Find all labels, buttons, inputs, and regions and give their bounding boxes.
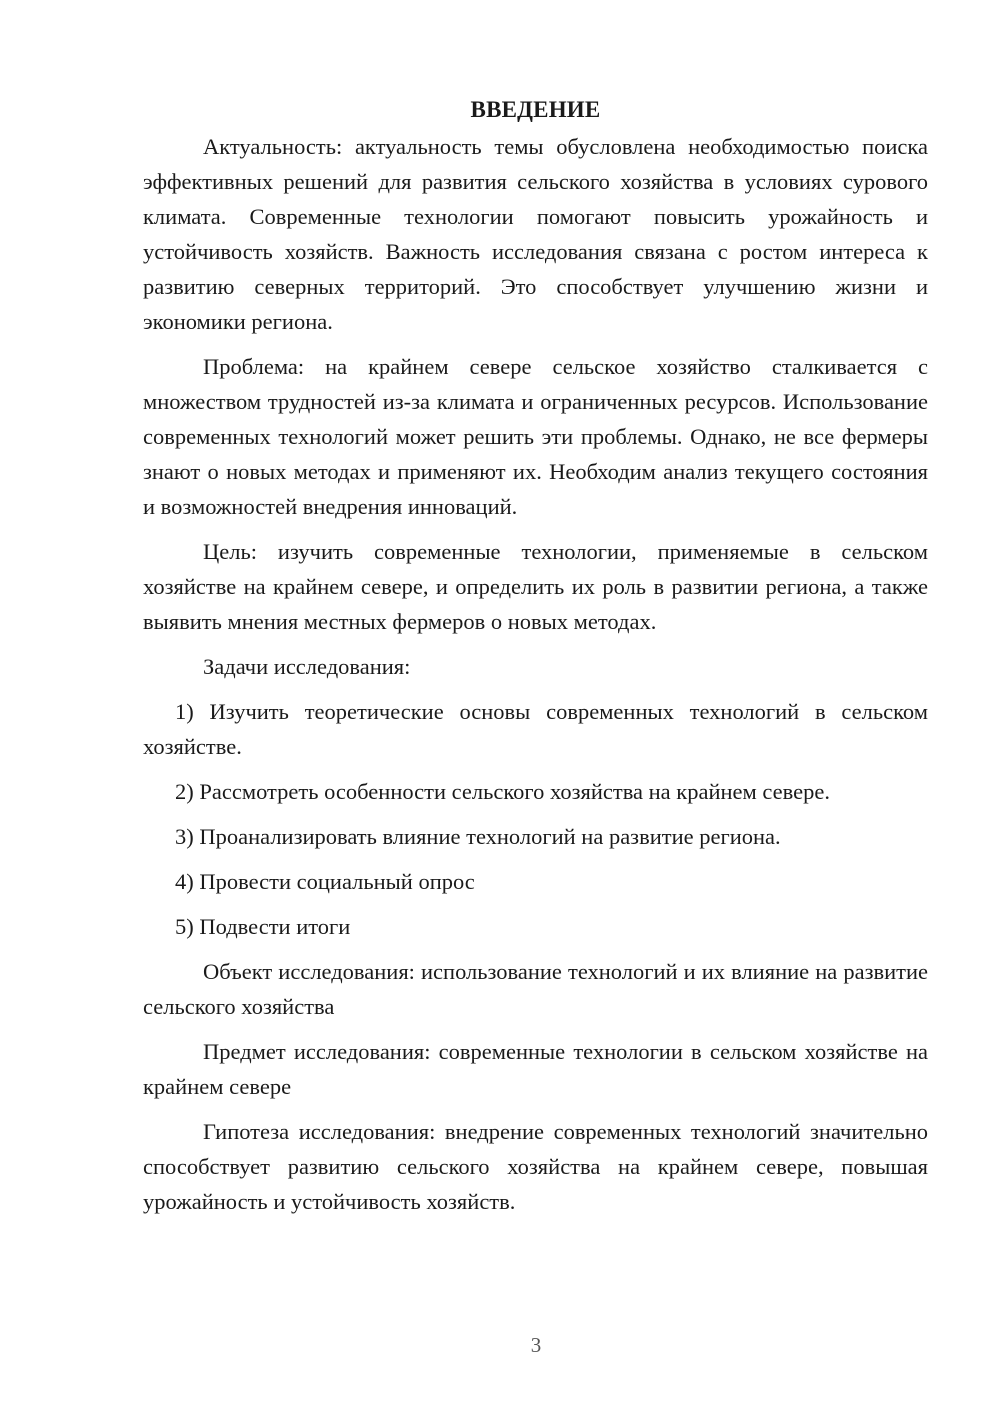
document-page [143, 92, 928, 1229]
section-heading: ВВЕДЕНИЕ [470, 97, 601, 122]
task-item-5: 5) Подвести итоги [175, 914, 351, 939]
task-item-3: 3) Проанализировать влияние технологий на развитие региона. [175, 824, 781, 849]
goal-paragraph: Цель: изучить современные технологии, применяемые в сельском хозяйстве на крайнем севере, и определить их роль в развитии региона, а также выявить мнения местных фермеров о новых методах. [143, 539, 928, 634]
task-item-4: 4) Провести социальный опрос [175, 869, 475, 894]
task-item-1: 1) Изучить теоретические основы современных технологий в сельском хозяйстве. [143, 699, 928, 759]
subject-paragraph: Предмет исследования: современные технологии в сельском хозяйстве на крайнем севере [143, 1039, 928, 1099]
hypothesis-paragraph: Гипотеза исследования: внедрение современных технологий значительно способствует развитию сельского хозяйства на крайнем севере, повышая урожайность и устойчивость хозяйств. [143, 1119, 928, 1214]
relevance-paragraph: Актуальность: актуальность темы обусловлена необходимостью поиска эффективных решений для развития сельского хозяйства в условиях сурового климата. Современные технологии помогают повысить урожайность и устойчивость хозяйств. Важность исследования связана с ростом интереса к развитию северных территорий. Это способствует улучшению жизни и экономики региона. [143, 134, 928, 334]
tasks-heading: Задачи исследования: [203, 654, 411, 679]
task-item-2: 2) Рассмотреть особенности сельского хозяйства на крайнем севере. [175, 779, 830, 804]
object-paragraph: Объект исследования: использование технологий и их влияние на развитие сельского хозяйства [143, 959, 928, 1019]
page-number: 3 [530, 1333, 542, 1357]
problem-paragraph: Проблема: на крайнем севере сельское хозяйство сталкивается с множеством трудностей из-за климата и ограниченных ресурсов. Использование современных технологий может решить эти проблемы. Однако, не все фермеры знают о новых методах и применяют их. Необходим анализ текущего состояния и возможностей внедрения инноваций. [143, 354, 928, 519]
